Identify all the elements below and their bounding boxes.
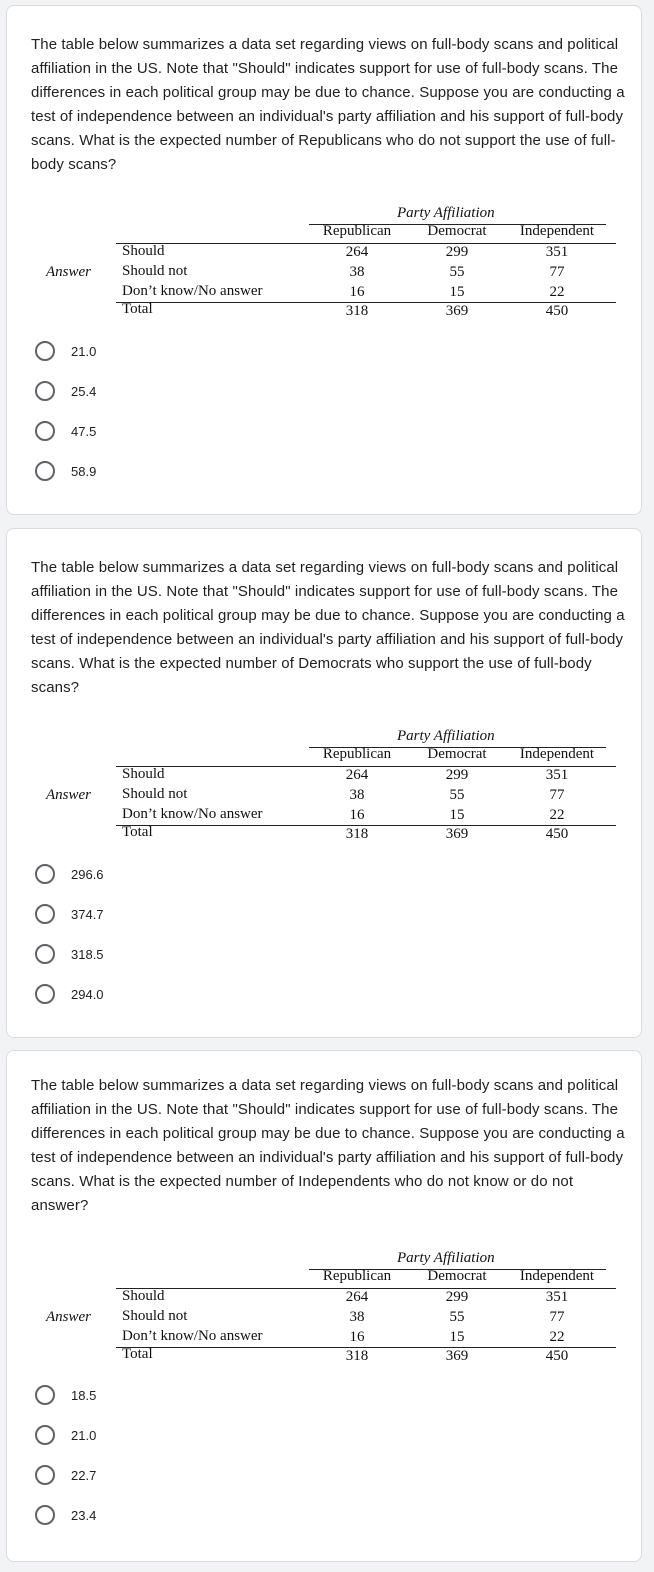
option-label: 318.5 [71, 946, 104, 962]
table-cell: 55 [449, 264, 465, 280]
answer-option[interactable] [35, 379, 235, 403]
row-label-should-not: Should not [122, 263, 188, 279]
radio-button[interactable] [35, 944, 55, 964]
radio-button[interactable] [35, 1385, 55, 1405]
option-label: 58.9 [71, 463, 97, 479]
option-label: 23.4 [71, 1507, 97, 1523]
table-cell: 16 [349, 284, 365, 300]
table-group-header: Party Affiliation [397, 728, 495, 744]
table-group-header: Party Affiliation [397, 1250, 495, 1266]
row-group-header: Answer [46, 264, 91, 280]
contingency-table [7, 727, 643, 847]
col-header-democrat: Democrat [427, 223, 487, 239]
answer-option[interactable] [35, 862, 235, 886]
radio-button[interactable] [35, 1465, 55, 1485]
option-label: 374.7 [71, 906, 104, 922]
row-label-dont-know: Don’t know/No answer [122, 283, 263, 299]
table-cell: 55 [449, 787, 465, 803]
table-cell: 15 [449, 1329, 465, 1345]
row-group-header: Answer [46, 787, 91, 803]
radio-button[interactable] [35, 421, 55, 441]
option-label: 294.0 [71, 986, 104, 1002]
table-cell: 22 [549, 1329, 565, 1345]
row-label-dont-know: Don’t know/No answer [122, 806, 263, 822]
table-cell: 369 [445, 1348, 469, 1364]
table-cell: 351 [545, 767, 569, 783]
row-label-total: Total [122, 824, 153, 840]
table-cell: 264 [345, 1289, 369, 1305]
option-label: 21.0 [71, 343, 97, 359]
radio-button[interactable] [35, 341, 55, 361]
question-card [6, 1050, 642, 1562]
col-header-republican: Republican [322, 223, 392, 239]
question-text: The table below summarizes a data set regarding views on full-body scans and political affiliation in the US. Note that "Should" indicates support for use of full-body scans. The differences in each political group may be due to chance. Suppose you are conducting a test of independence between an individual's party affiliation and his support of full-body scans. What is the expected number of Republicans who do not support the use of full-body scans? [31, 36, 625, 173]
table-cell: 38 [349, 264, 365, 280]
table-cell: 22 [549, 807, 565, 823]
table-cell: 264 [345, 767, 369, 783]
col-header-democrat: Democrat [427, 1268, 487, 1284]
col-header-democrat: Democrat [427, 746, 487, 762]
radio-button[interactable] [35, 984, 55, 1004]
row-label-total: Total [122, 1346, 153, 1362]
table-group-header: Party Affiliation [397, 205, 495, 221]
table-cell: 77 [549, 787, 565, 803]
radio-button[interactable] [35, 904, 55, 924]
table-cell: 351 [545, 1289, 569, 1305]
col-header-republican: Republican [322, 746, 392, 762]
row-label-should-not: Should not [122, 1308, 188, 1324]
answer-option[interactable] [35, 1463, 235, 1487]
question-text: The table below summarizes a data set regarding views on full-body scans and political affiliation in the US. Note that "Should" indicates support for use of full-body scans. The differences in each political group may be due to chance. Suppose you are conducting a test of independence between an individual's party affiliation and his support of full-body scans. What is the expected number of Democrats who support the use of full-body scans? [31, 559, 625, 696]
contingency-table [7, 204, 643, 324]
table-cell: 450 [545, 303, 569, 319]
table-cell: 369 [445, 303, 469, 319]
table-cell: 318 [345, 1348, 369, 1364]
question-card [6, 528, 642, 1038]
radio-button[interactable] [35, 1425, 55, 1445]
question-text: The table below summarizes a data set regarding views on full-body scans and political affiliation in the US. Note that "Should" indicates support for use of full-body scans. The differences in each political group may be due to chance. Suppose you are conducting a test of independence between an individual's party affiliation and his support of full-body scans. What is the expected number of Independents who do not know or do not answer? [31, 1077, 625, 1214]
table-cell: 351 [545, 244, 569, 260]
option-label: 47.5 [71, 423, 97, 439]
row-label-dont-know: Don’t know/No answer [122, 1328, 263, 1344]
table-cell: 369 [445, 826, 469, 842]
row-label-should: Should [122, 1288, 165, 1304]
answer-option[interactable] [35, 1383, 235, 1407]
table-cell: 299 [445, 767, 469, 783]
col-header-republican: Republican [322, 1268, 392, 1284]
table-cell: 38 [349, 787, 365, 803]
table-cell: 264 [345, 244, 369, 260]
contingency-table [7, 1249, 643, 1369]
answer-option[interactable] [35, 419, 235, 443]
answer-option[interactable] [35, 902, 235, 926]
table-cell: 15 [449, 284, 465, 300]
table-cell: 16 [349, 807, 365, 823]
option-label: 21.0 [71, 1427, 97, 1443]
answer-option[interactable] [35, 339, 235, 363]
table-cell: 299 [445, 244, 469, 260]
row-label-should: Should [122, 766, 165, 782]
option-label: 22.7 [71, 1467, 97, 1483]
radio-button[interactable] [35, 381, 55, 401]
answer-option[interactable] [35, 1423, 235, 1447]
table-cell: 55 [449, 1309, 465, 1325]
question-card [6, 5, 642, 515]
col-header-independent: Independent [519, 1268, 595, 1284]
table-cell: 450 [545, 1348, 569, 1364]
table-cell: 318 [345, 826, 369, 842]
row-label-total: Total [122, 301, 153, 317]
table-cell: 38 [349, 1309, 365, 1325]
option-label: 25.4 [71, 383, 97, 399]
radio-button[interactable] [35, 864, 55, 884]
radio-button[interactable] [35, 461, 55, 481]
option-label: 18.5 [71, 1387, 97, 1403]
table-cell: 16 [349, 1329, 365, 1345]
answer-option[interactable] [35, 1503, 235, 1527]
table-cell: 77 [549, 264, 565, 280]
answer-option[interactable] [35, 459, 235, 483]
option-label: 296.6 [71, 866, 104, 882]
row-group-header: Answer [46, 1309, 91, 1325]
row-label-should: Should [122, 243, 165, 259]
table-cell: 77 [549, 1309, 565, 1325]
col-header-independent: Independent [519, 223, 595, 239]
col-header-independent: Independent [519, 746, 595, 762]
table-cell: 318 [345, 303, 369, 319]
row-label-should-not: Should not [122, 786, 188, 802]
table-cell: 22 [549, 284, 565, 300]
table-cell: 299 [445, 1289, 469, 1305]
answer-option[interactable] [35, 982, 235, 1006]
table-cell: 450 [545, 826, 569, 842]
answer-option[interactable] [35, 942, 235, 966]
table-cell: 15 [449, 807, 465, 823]
radio-button[interactable] [35, 1505, 55, 1525]
